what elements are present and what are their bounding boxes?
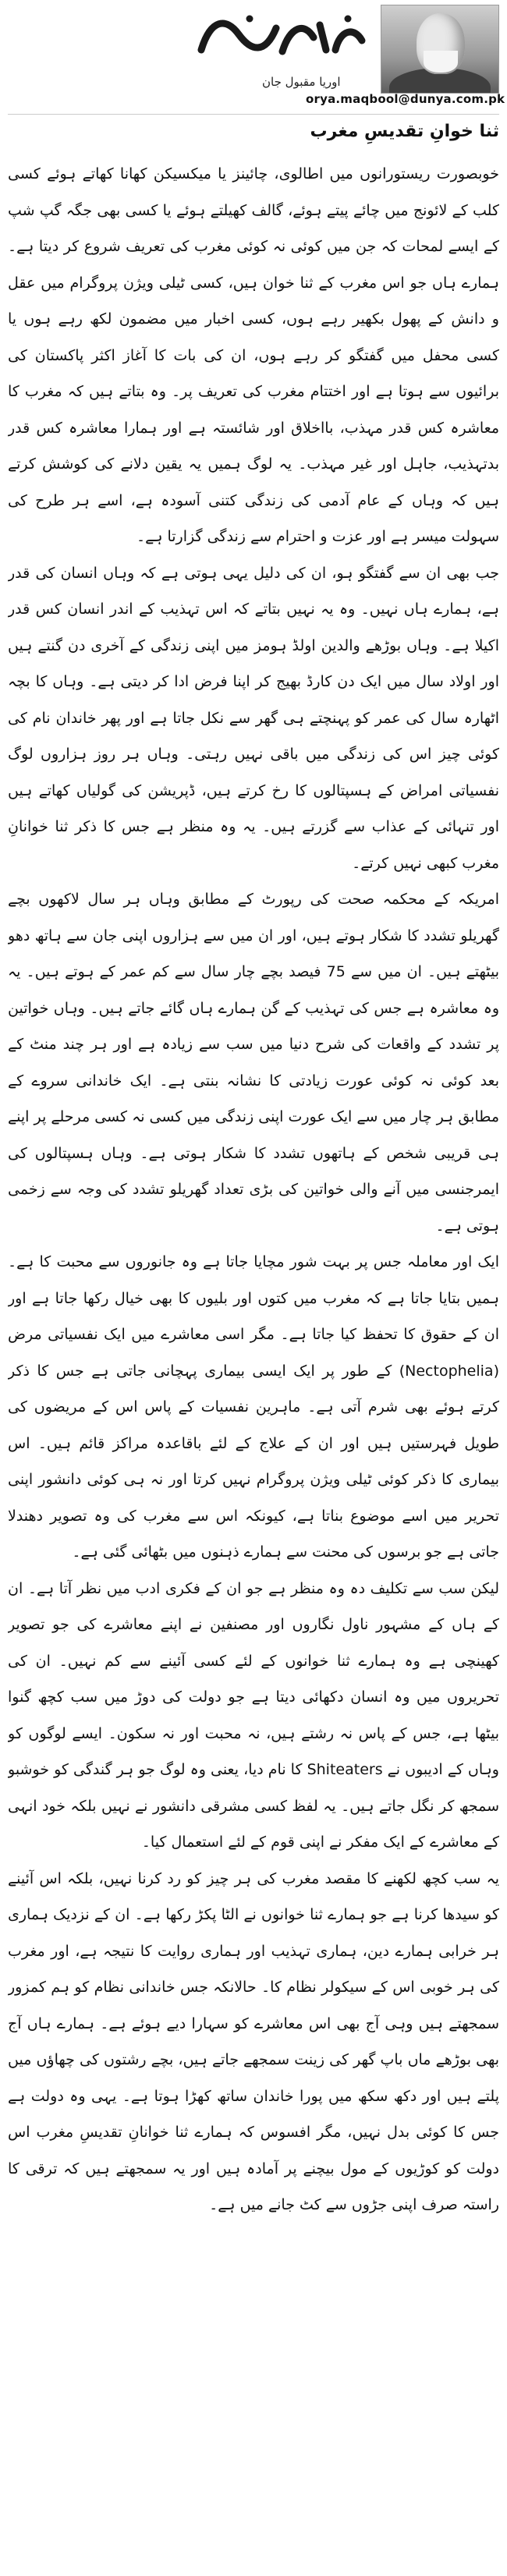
article-paragraph: ایک اور معاملہ جس پر بہت شور مچایا جاتا ہے وہ جانوروں سے محبت کا ہے۔ ہمیں بتایا جاتا ہے کہ مغرب میں کتوں اور بلیوں کا بھی خیال رکھا جاتا ہے اور ان کے حقوق کا تحفظ کیا جاتا ہے۔ مگر اسی معاشرے میں ایک نفسیاتی مرض (Nectophelia) کے طور پر ایک ایسی بیماری پہچانی جاتی ہے جس کا ذکر کرتے ہوئے بھی شرم آتی ہے۔ ماہرین نفسیات کے پاس اس کے مریضوں کی طویل فہرستیں ہیں اور ان کے علاج کے لئے باقاعدہ مراکز قائم ہیں۔ اس بیماری کا ذکر کوئی ٹیلی ویژن پروگرام نہیں کرتا اور نہ ہی کوئی دانشور اپنی تحریر میں اسے موضوع بناتا ہے، کیونکہ اس سے مغرب کی وہ تصویر دھندلا جاتی ہے جو برسوں کی محنت سے ہمارے ذہنوں میں بٹھائی گئی ہے۔ [8, 1253, 499, 1561]
article-paragraph: یہ سب کچھ لکھنے کا مقصد مغرب کی ہر چیز کو رد کرنا نہیں، بلکہ اس آئینے کو سیدھا کرنا ہے جو ہمارے ثنا خوانوں نے الٹا پکڑ رکھا ہے۔ ان کے نزدیک ہماری ہر خرابی ہمارے دین، ہماری تہذیب اور ہماری روایت کا نتیجہ ہے، اور مغرب کی ہر خوبی اس کے سیکولر نظام کا۔ حالانکہ جس خاندانی نظام کو ہم کمزور سمجھتے ہیں وہی آج بھی اس معاشرے کو سہارا دیے ہوئے ہے۔ ہمارے ہاں آج بھی بوڑھے ماں باپ گھر کی زینت سمجھے جاتے ہیں، بچے رشتوں کی چھاؤں میں پلتے ہیں اور دکھ سکھ میں پورا خاندان ساتھ کھڑا ہوتا ہے۔ یہی وہ دولت ہے جس کا کوئی بدل نہیں، مگر افسوس کہ ہمارے ثنا خوانانِ تقدیسِ مغرب اس دولت کو کوڑیوں کے مول بیچنے پر آمادہ ہیں اور یہ سمجھتے ہیں کہ ترقی کا راستہ صرف اپنی جڑوں سے کٹ جانے میں ہے۔ [8, 1869, 499, 2213]
author-email: orya.maqbool@dunya.com.pk [306, 92, 505, 106]
article-paragraph: جب بھی ان سے گفتگو ہو، ان کی دلیل یہی ہوتی ہے کہ وہاں انسان کی قدر ہے، ہمارے ہاں نہیں۔ وہ یہ نہیں بتاتے کہ اس تہذیب کے اندر انسان کس قدر اکیلا ہے۔ وہاں بوڑھے والدین اولڈ ہومز میں اپنی زندگی کے آخری دن گنتے ہیں اور اولاد سال میں ایک دن کارڈ بھیج کر اپنا فرض ادا کر دیتی ہے۔ وہاں کا بچہ اٹھارہ سال کی عمر کو پہنچتے ہی گھر سے نکل جاتا ہے اور پھر خاندان نام کی کوئی چیز اس کی زندگی میں باقی نہیں رہتی۔ وہاں ہر روز ہزاروں لوگ نفسیاتی امراض کے ہسپتالوں کا رخ کرتے ہیں، ڈپریشن کی گولیاں کھاتے ہیں اور تنہائی کے عذاب سے گزرتے ہیں۔ یہ وہ منظر ہے جس کا ذکر ثنا خوانانِ مغرب کبھی نہیں کرتے۔ [8, 564, 499, 872]
header-divider [8, 114, 499, 115]
article-paragraph: امریکہ کے محکمہ صحت کی رپورٹ کے مطابق وہاں ہر سال لاکھوں بچے گھریلو تشدد کا شکار ہوتے ہیں، اور ان میں سے ہزاروں اپنی جان سے ہاتھ دھو بیٹھتے ہیں۔ ان میں سے 75 فیصد بچے چار سال سے کم عمر کے ہوتے ہیں۔ یہ وہ معاشرہ ہے جس کی تہذیب کے گن ہمارے ہاں گائے جاتے ہیں۔ وہاں خواتین پر تشدد کے واقعات کی شرح دنیا میں سب سے زیادہ ہے اور ہر چند منٹ کے بعد کوئی نہ کوئی عورت زیادتی کا نشانہ بنتی ہے۔ ایک خاندانی سروے کے مطابق ہر چار میں سے ایک عورت اپنی زندگی میں کسی نہ کسی مرحلے پر اپنے ہی قریبی شخص کے ہاتھوں تشدد کا شکار ہوتی ہے۔ وہاں ہسپتالوں کی ایمرجنسی میں آنے والی خواتین کی بڑی تعداد گھریلو تشدد کی وجہ سے زخمی ہوتی ہے۔ [8, 891, 499, 1235]
author-photo [381, 5, 499, 94]
article-paragraph: لیکن سب سے تکلیف دہ وہ منظر ہے جو ان کے فکری ادب میں نظر آتا ہے۔ ان کے ہاں کے مشہور ناول نگاروں اور مصنفین نے اپنے معاشرے کی جو تصویر کھینچی ہے وہ ہمارے ثنا خوانوں کے لئے کسی آئینے سے کم نہیں۔ ان کی تحریروں میں وہ انسان دکھائی دیتا ہے جو دولت کی دوڑ میں سب کچھ گنوا بیٹھا ہے، جس کے پاس نہ رشتے ہیں، نہ محبت اور نہ سکون۔ ایسے لوگوں کو وہاں کے ادیبوں نے Shiteaters کا نام دیا، یعنی وہ لوگ جو ہر گندگی کو خوشبو سمجھ کر نگل جاتے ہیں۔ یہ لفظ کسی مشرقی دانشور نے نہیں بلکہ خود انہی کے معاشرے کے ایک مفکر نے اپنی قوم کے لئے استعمال کیا۔ [8, 1579, 499, 1851]
logo-artwork-icon [195, 11, 370, 62]
column-logo [195, 11, 370, 62]
article-title: ثنا خوانِ تقدیسِ مغرب [310, 122, 499, 141]
article-paragraph: خوبصورت ریستورانوں میں اطالوی، چائینز یا میکسیکن کھانا کھاتے ہوئے کسی کلب کے لائونج میں چائے پیتے ہوئے، گالف کھیلتے ہوئے یا کسی بھی جگہ گپ شپ کے ایسے لمحات کہ جن میں کوئی نہ کوئی مغرب کی تعریف شروع کر دیتا ہے۔ ہمارے ہاں جو اس مغرب کے ثنا خوان ہیں، کسی ٹیلی ویژن پروگرام میں عقل و دانش کے پھول بکھیر رہے ہوں، کسی اخبار میں مضمون لکھ رہے ہوں یا کسی محفل میں گفتگو کر رہے ہوں، ان کی بات کا آغاز اکثر پاکستان کی برائیوں سے ہوتا ہے اور اختتام مغرب کی تعریف پر۔ وہ بتاتے ہیں کہ مغرب کا معاشرہ کس قدر مہذب، بااخلاق اور شائستہ ہے اور ہمارا معاشرہ کس قدر بدتہذیب، جاہل اور غیر مہذب۔ یہ لوگ ہمیں یہ یقین دلانے کی کوشش کرتے ہیں کہ وہاں کے عام آدمی کی زندگی کتنی آسودہ ہے، اسے ہر طرح کی سہولت میسر ہے اور عزت و احترام سے زندگی گزارتا ہے۔ [8, 165, 499, 545]
column-header [0, 0, 507, 106]
author-name: اوریا مقبول جان [262, 75, 341, 89]
article-body [8, 156, 499, 2566]
